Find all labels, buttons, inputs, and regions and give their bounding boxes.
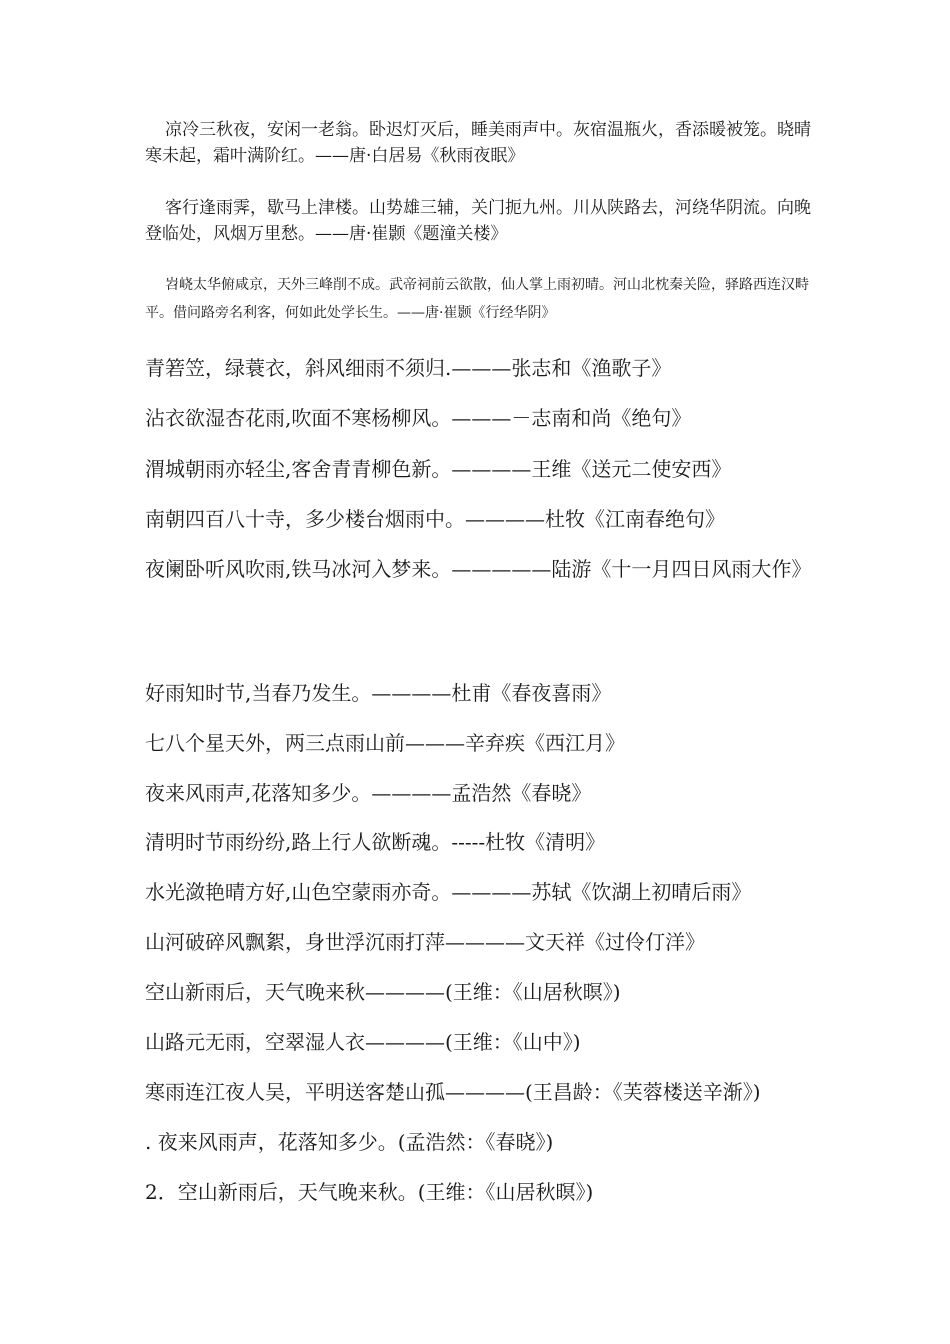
verse-line-10: 水光潋艳晴方好,山色空蒙雨亦奇。————苏轼《饮湖上初晴后雨》 (145, 880, 752, 904)
verse-line-16: 2．空山新雨后，天气晚来秋。(王维：《山居秋暝》) (145, 1180, 594, 1204)
verse-line-3: 渭城朝雨亦轻尘,客舍青青柳色新。————王维《送元二使安西》 (145, 457, 732, 481)
poem-paragraph-1: 凉冷三秋夜，安闲一老翁。卧迟灯灭后，睡美雨声中。灰宿温瓶火，香添暖被笼。晓晴寒未起，霜叶满阶红。——唐·白居易《秋雨夜眠》 (145, 120, 811, 166)
verse-line-1: 青箬笠，绿蓑衣，斜风细雨不须归.———张志和《渔歌子》 (145, 356, 672, 380)
verse-line-8: 夜来风雨声,花落知多少。————孟浩然《春晓》 (145, 781, 592, 805)
verse-line-14: 寒雨连江夜人吴，平明送客楚山孤————(王昌龄：《芙蓉楼送辛渐》) (145, 1080, 761, 1104)
verse-line-4: 南朝四百八十寺，多少楼台烟雨中。————杜牧《江南春绝句》 (145, 507, 725, 531)
verse-line-12: 空山新雨后，天气晚来秋————(王维：《山居秋暝》) (145, 980, 621, 1004)
verse-line-9: 清明时节雨纷纷,路上行人欲断魂。-----杜牧《清明》 (145, 830, 606, 854)
verse-line-2: 沾衣欲湿杏花雨,吹面不寒杨柳风。———－志南和尚《绝句》 (145, 406, 692, 430)
poem-paragraph-3: 岧峣太华俯咸京，天外三峰削不成。武帝祠前云欲散，仙人掌上雨初晴。河山北枕秦关险，驿路西连汉畤平。借问路旁名利客，何如此处学长生。——唐·崔颢《行经华阴》 (145, 277, 809, 321)
verse-line-5: 夜阑卧听风吹雨,铁马冰河入梦来。—————陆游《十一月四日风雨大作》 (145, 557, 812, 581)
verse-line-15: . 夜来风雨声，花落知多少。(孟浩然：《春晓》) (145, 1130, 554, 1154)
poem-paragraph-2: 客行逢雨霁，歇马上津楼。山势雄三辅，关门扼九州。川从陕路去，河绕华阴流。向晚登临处，风烟万里愁。——唐·崔颢《题潼关楼》 (145, 198, 811, 244)
verse-line-13: 山路元无雨，空翠湿人衣————(王维：《山中》) (145, 1030, 581, 1054)
verse-line-6: 好雨知时节,当春乃发生。————杜甫《春夜喜雨》 (145, 681, 612, 705)
verse-line-7: 七八个星天外，两三点雨山前———辛弃疾《西江月》 (145, 731, 625, 755)
verse-line-11: 山河破碎风飘絮，身世浮沉雨打萍————文天祥《过伶仃洋》 (145, 930, 705, 954)
